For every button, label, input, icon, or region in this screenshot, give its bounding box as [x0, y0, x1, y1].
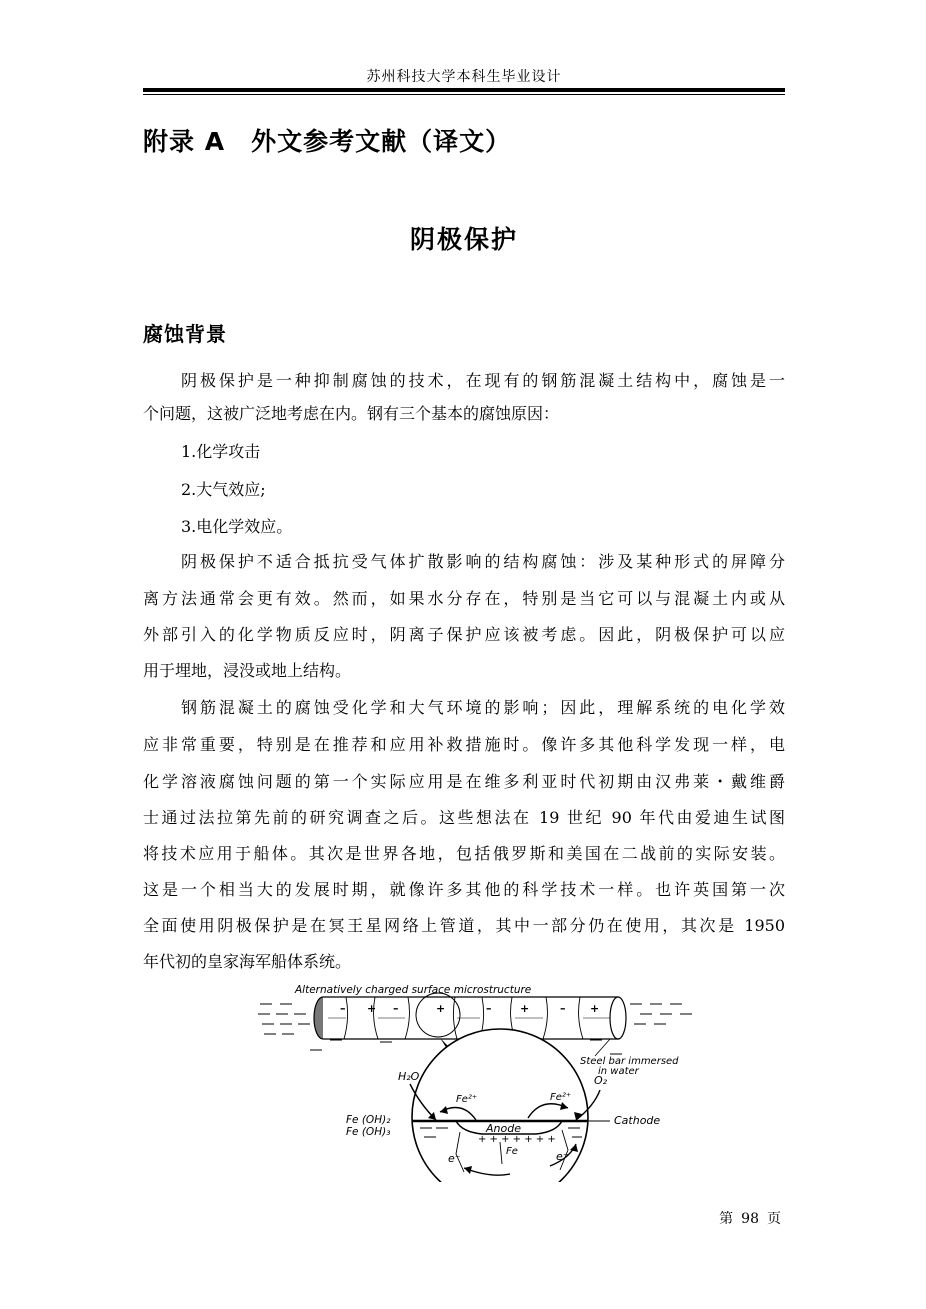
ion-right-label: Fe²⁺ [550, 1092, 572, 1103]
steel-bar [314, 997, 626, 1039]
bar-minus-sign: – [393, 1002, 399, 1015]
appendix-label: 附录 A [143, 127, 226, 156]
body-line: 全面使用阴极保护是在冥王星网络上管道，其中一部分仍在使用，其次是 1950 [143, 916, 785, 935]
bar-plus-sign: + [367, 1002, 377, 1015]
header-rule-thin [143, 94, 785, 95]
footer-suffix: 页 [767, 1211, 781, 1227]
header-rule-thick [143, 88, 785, 92]
bar-minus-sign: – [560, 1002, 566, 1015]
plus-signs: + + + + + + + [478, 1134, 556, 1145]
electron-left-label: e⁻ [448, 1152, 461, 1165]
page-number: 98 [741, 1211, 759, 1227]
body-line: 外部引入的化学物质反应时，阴离子保护应该被考虑。因此，阴极保护可以应 [143, 625, 785, 644]
electron-right-label: e⁻ [556, 1150, 569, 1163]
bar-label-leader [595, 1039, 610, 1056]
hydroxide-label: Fe (OH)₃ [346, 1126, 391, 1138]
body-line: 离方法通常会更有效。然而，如果水分存在，特别是当它可以与混凝土内或从 [143, 589, 785, 608]
running-header: 苏州科技大学本科生毕业设计 [366, 69, 562, 85]
body-line: 个问题，这被广泛地考虑在内。钢有三个基本的腐蚀原因： [143, 404, 560, 423]
oxygen-label: O₂ [594, 1074, 608, 1087]
page-footer [700, 1208, 785, 1228]
body-line: 将技术应用于船体。其次是世界各地，包括俄罗斯和美国在二战前的实际安装。 [143, 844, 785, 863]
bar-plus-sign: + [520, 1002, 530, 1015]
body-line: 钢筋混凝土的腐蚀受化学和大气环境的影响；因此，理解系统的电化学效 [181, 698, 785, 717]
water-label: H₂O [398, 1070, 420, 1083]
bar-plus-sign: + [436, 1002, 446, 1015]
body-line: 年代初的皇家海军船体系统。 [143, 952, 352, 971]
body-line: 应非常重要，特别是在推荐和应用补救措施时。像许多其他科学发现一样，电 [143, 735, 785, 754]
bar-plus-sign: + [590, 1002, 600, 1015]
appendix-title: 外文参考文献（译文） [251, 127, 512, 156]
body-line: 阴极保护是一种抑制腐蚀的技术，在现有的钢筋混凝土结构中，腐蚀是一 [181, 371, 785, 390]
corrosion-figure [250, 982, 720, 1182]
appendix-heading [143, 122, 511, 158]
list-item: 3.电化学效应。 [181, 517, 293, 536]
body-line: 士通过法拉第先前的研究调查之后。这些想法在 19 世纪 90 年代由爱迪生试图 [143, 808, 785, 827]
figure-top-label: Alternatively charged surface microstructure [295, 984, 532, 996]
body-line: 用于埋地，浸没或地上结构。 [143, 661, 352, 680]
ion-left-label: Fe²⁺ [456, 1094, 478, 1105]
footer-prefix: 第 [719, 1211, 734, 1227]
list-item: 1.化学攻击 [181, 442, 261, 461]
metal-label: Fe [506, 1146, 518, 1157]
bar-label: Steel bar immersed [580, 1056, 679, 1067]
cathode-label: Cathode [614, 1114, 661, 1127]
hydroxide-label: Fe (OH)₂ [346, 1114, 391, 1126]
body-line: 这是一个相当大的发展时期，就像许多其他的科学技术一样。也许英国第一次 [143, 880, 785, 899]
body-line: 化学溶液腐蚀问题的第一个实际应用是在维多利亚时代初期由汉弗莱・戴维爵 [143, 772, 785, 791]
document-title: 阴极保护 [409, 225, 518, 254]
bar-label: in water [598, 1066, 639, 1077]
list-item: 2.大气效应; [181, 480, 266, 499]
anode-label: Anode [486, 1122, 521, 1135]
section-heading: 腐蚀背景 [143, 322, 227, 346]
body-line: 阴极保护不适合抵抗受气体扩散影响的结构腐蚀：涉及某种形式的屏障分 [181, 552, 785, 571]
bar-minus-sign: – [340, 1002, 346, 1015]
bar-minus-sign: – [486, 1002, 492, 1015]
